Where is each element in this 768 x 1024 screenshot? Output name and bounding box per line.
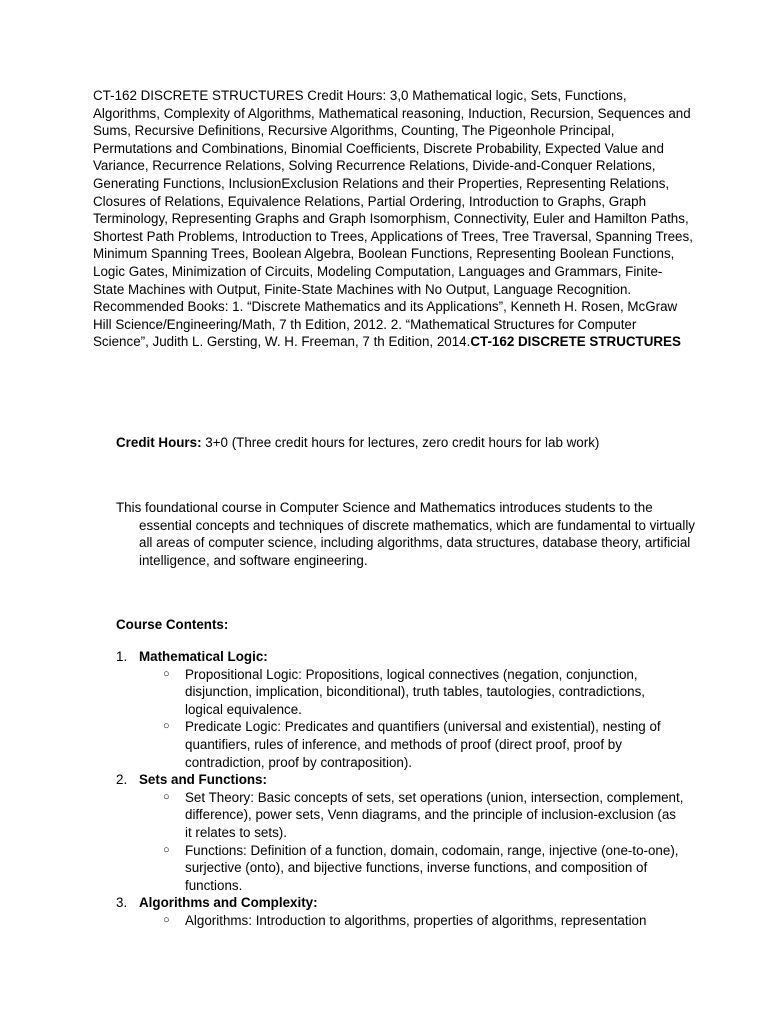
subtopic-item xyxy=(139,718,686,771)
section-number: 2. xyxy=(116,772,128,788)
section-number: 3. xyxy=(116,895,128,911)
subtopic-item xyxy=(139,912,686,930)
subtopic-list xyxy=(139,912,686,930)
section-item xyxy=(116,771,686,894)
subtopic-text: Propositional Logic: Propositions, logical connectives (negation, conjunction, disjunction, implication, biconditional), truth tables, tautologies, contradictions, logical equivalence. xyxy=(185,666,645,717)
intro-bold-title: CT-162 DISCRETE STRUCTURES xyxy=(470,334,681,350)
section-title: Mathematical Logic: xyxy=(139,649,268,664)
course-contents-heading: Course Contents: xyxy=(116,617,229,632)
intro-paragraph xyxy=(93,87,693,351)
credit-hours-value: 3+0 (Three credit hours for lectures, zero credit hours for lab work) xyxy=(201,435,600,450)
circle-bullet-icon: ○ xyxy=(163,913,170,926)
subtopic-item xyxy=(139,789,686,842)
subtopic-item xyxy=(139,666,686,719)
circle-bullet-icon: ○ xyxy=(163,790,170,803)
subtopic-text: Set Theory: Basic concepts of sets, set operations (union, intersection, complement, difference), power sets, Venn diagrams, and the principle of inclusion-exclusion (as it relates to sets). xyxy=(185,789,684,840)
credit-hours-line xyxy=(116,434,716,452)
subtopic-text: Predicate Logic: Predicates and quantifiers (universal and existential), nesting of quantifiers, rules of inference, and methods of proof (direct proof, proof by contradiction, proof by contraposition). xyxy=(185,719,661,770)
subtopic-text: Functions: Definition of a function, domain, codomain, range, injective (one-to-one), surjective (onto), and bijective functions, inverse functions, and composition of functions. xyxy=(185,842,679,893)
subtopic-list xyxy=(139,666,686,772)
section-item xyxy=(116,894,686,929)
section-item xyxy=(116,648,686,771)
intro-text: CT-162 DISCRETE STRUCTURES Credit Hours: 3,0 Mathematical logic, Sets, Functions, Algorithms, Complexity of Algorithms, Mathematical reasoning, Induction, Recursion, Sequences and Sums, Recursive Definitions, Recursive Algorithms, Counting, The Pigeonhole Principal, Permutations and Combinations, Binomial Coefficients, Discrete Probability, Expected Value and Variance, Recurrence Relations, Solving Recurrence Relations, Divide-and-Conquer Relations, Generating Functions, InclusionExclusion Relations and their Properties, Representing Relations, Closures of Relations, Equivalence Relations, Partial Ordering, Introduction to Graphs, Graph Terminology, Representing Graphs and Graph Isomorphism, Connectivity, Euler and Hamilton Paths, Shortest Path Problems, Introduction to Trees, Applications of Trees, Tree Traversal, Spanning Trees, Minimum Spanning Trees, Boolean Algebra, Boolean Functions, Representing Boolean Functions, Logic Gates, Minimization of Circuits, Modeling Computation, Languages and Grammars, Finite-State Machines with Output, Finite-State Machines with No Output, Language Recognition. Recommended Books: 1. “Discrete Mathematics and its Applications”, Kenneth H. Rosen, McGraw Hill Science/Engineering/Math, 7 th Edition, 2012. 2. “Mathematical Structures for Computer Science”, Judith L. Gersting, W. H. Freeman, 7 th Edition, 2014. xyxy=(93,88,693,350)
section-title: Algorithms and Complexity: xyxy=(139,895,318,911)
subtopic-text: Algorithms: Introduction to algorithms, properties of algorithms, representation xyxy=(185,912,647,928)
subtopic-list xyxy=(139,789,686,895)
credit-hours-label: Credit Hours: xyxy=(116,435,202,450)
course-contents-list xyxy=(116,648,686,930)
circle-bullet-icon: ○ xyxy=(163,843,170,856)
section-title: Sets and Functions: xyxy=(139,772,267,788)
subtopic-item xyxy=(139,842,686,895)
circle-bullet-icon: ○ xyxy=(163,667,170,680)
section-number: 1. xyxy=(116,649,128,664)
circle-bullet-icon: ○ xyxy=(163,720,170,733)
course-description: This foundational course in Computer Science and Mathematics introduces students to the essential concepts and techniques of discrete mathematics, which are fundamental to virtually all areas of computer science, including algorithms, data structures, database theory, artificial intelligence, and software engineering. xyxy=(116,500,696,568)
